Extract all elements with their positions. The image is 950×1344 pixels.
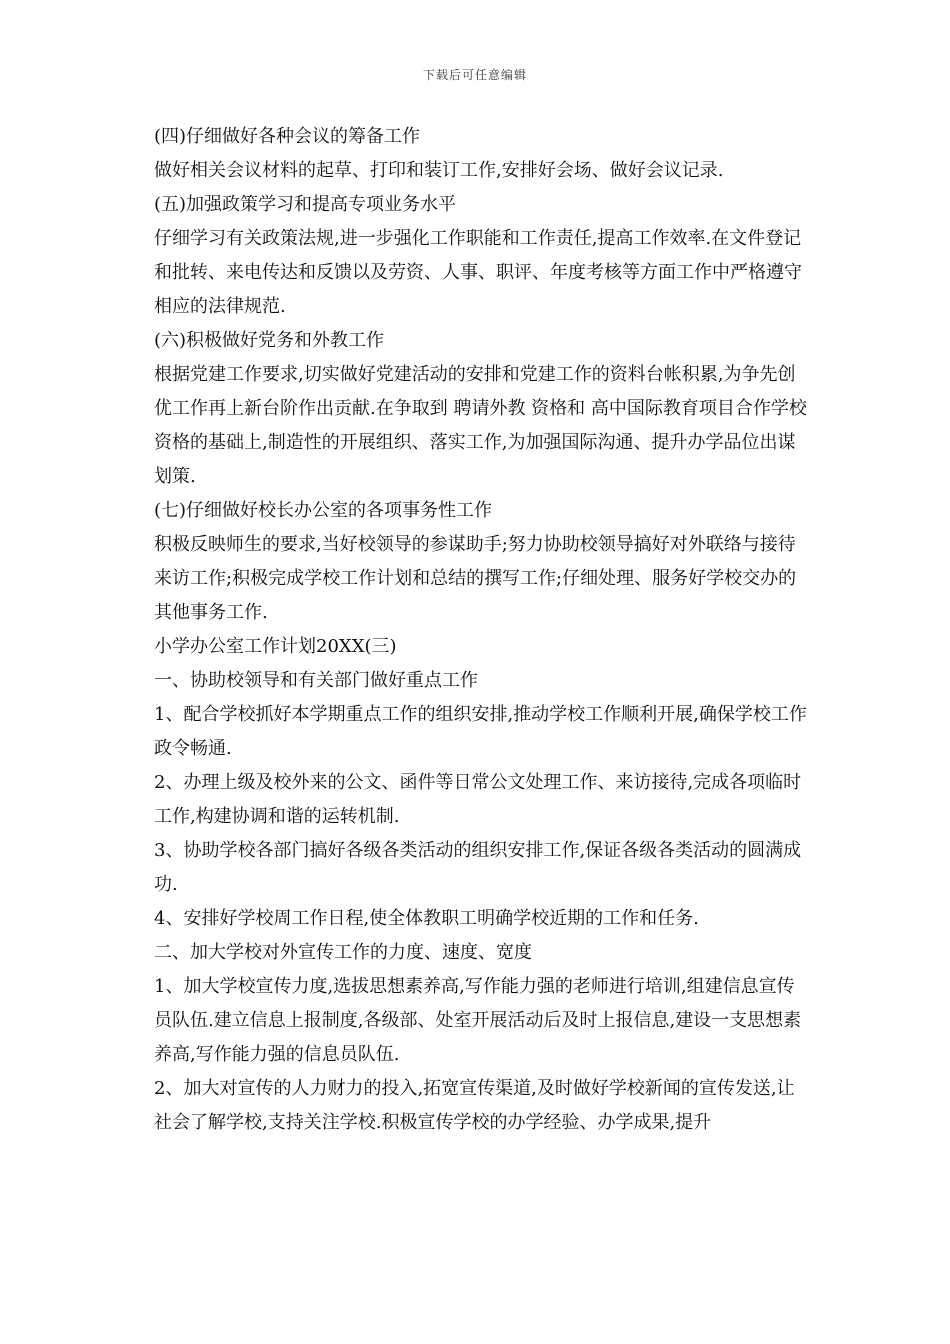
section-heading-5: (五)加强政策学习和提高专项业务水平	[154, 194, 457, 215]
paragraph: 做好相关会议材料的起草、打印和装订工作,安排好会场、做好会议记录.	[154, 160, 724, 181]
document-body	[145, 120, 809, 1140]
paragraph: 积极反映师生的要求,当好校领导的参谋助手;努力协助校领导搞好对外联络与接待来访工作;积极完成学校工作计划和总结的撰写工作;仔细处理、服务好学校交办的其他事务工作.	[154, 534, 797, 623]
list-item: 2、加大对宣传的人力财力的投入,拓宽宣传渠道,及时做好学校新闻的宣传发送,让社会了解学校,支持关注学校.积极宣传学校的办学经验、办学成果,提升	[154, 1078, 795, 1133]
page-header: 下载后可任意编辑	[422, 68, 527, 82]
list-item: 1、配合学校抓好本学期重点工作的组织安排,推动学校工作顺利开展,确保学校工作政令畅通.	[154, 704, 807, 759]
list-item: 1、加大学校宣传力度,选拔思想素养高,写作能力强的老师进行培训,组建信息宣传员队伍.建立信息上报制度,各级部、处室开展活动后及时上报信息,建设一支思想素养高,写作能力强的信息员队伍.	[154, 976, 802, 1065]
document-subtitle: 小学办公室工作计划20XX(三)	[154, 636, 397, 657]
section-heading-one: 一、协助校领导和有关部门做好重点工作	[154, 670, 478, 691]
section-heading-two: 二、加大学校对外宣传工作的力度、速度、宽度	[154, 942, 532, 963]
list-item: 3、协助学校各部门搞好各级各类活动的组织安排工作,保证各级各类活动的圆满成功.	[154, 840, 802, 895]
section-heading-6: (六)积极做好党务和外教工作	[154, 330, 385, 351]
section-heading-7: (七)仔细做好校长办公室的各项事务性工作	[154, 500, 493, 521]
list-item: 2、办理上级及校外来的公文、函件等日常公文处理工作、来访接待,完成各项临时工作,构建协调和谐的运转机制.	[154, 772, 802, 827]
paragraph: 仔细学习有关政策法规,进一步强化工作职能和工作责任,提高工作效率.在文件登记和批转、来电传达和反馈以及劳资、人事、职评、年度考核等方面工作中严格遵守相应的法律规范.	[154, 228, 802, 317]
paragraph: 根据党建工作要求,切实做好党建活动的安排和党建工作的资料台帐积累,为争先创优工作再上新台阶作出贡献.在争取到 聘请外教 资格和 高中国际教育项目合作学校 资格的基础上,制造性的开展组织、落实工作,为加强国际沟通、提升办学品位出谋划策.	[154, 364, 807, 487]
section-heading-4: (四)仔细做好各种会议的筹备工作	[154, 126, 421, 147]
list-item: 4、安排好学校周工作日程,使全体教职工明确学校近期的工作和任务.	[154, 908, 699, 929]
